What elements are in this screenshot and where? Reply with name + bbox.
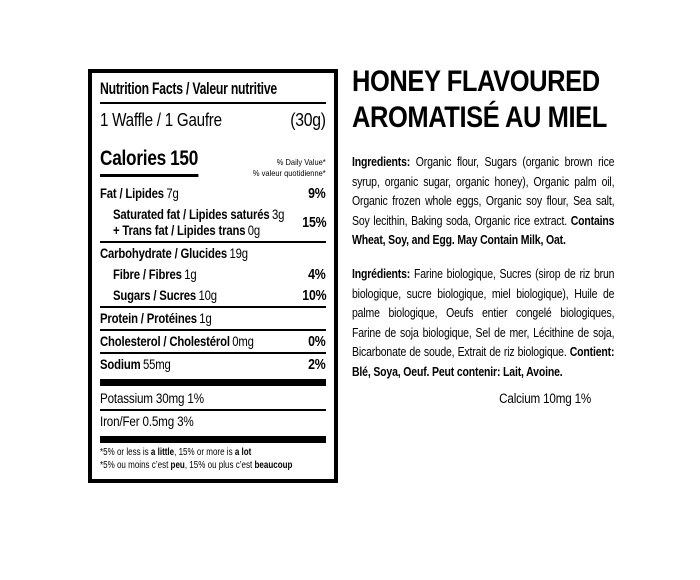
nutrient-rows [100,183,326,375]
ingredients-en-label: Ingredients: [352,154,411,169]
nutrient-name: + Trans fat / Lipides trans [113,222,246,238]
nutrient-name: Protein / Protéines [100,310,197,326]
nutrient-name: Fibre / Fibres [113,266,182,282]
nutrient-percent: 15% [301,214,326,231]
nutrient-name: Sugars / Sucres [113,287,197,303]
thick-divider [100,436,326,443]
product-title [352,64,614,136]
serving-size: (30g) [290,109,326,130]
nutrient-name: Saturated fat / Lipides saturés [113,206,270,222]
nutrient-name: Cholesterol / Cholestérol [100,333,230,349]
nutrient-percent: 10% [301,287,326,304]
mineral-potassium: Potassium 30mg 1% [100,390,204,407]
daily-value-note-fr: % valeur quotidienne* [253,167,326,178]
nutrient-row-fibre [100,264,326,285]
nutrient-row-sugars [100,285,326,306]
nutrient-name: Sodium [100,356,141,372]
nutrient-name: Fat / Lipides [100,185,164,201]
ingredients-en-body: Organic flour, Sugars (organic brown rice syrup, organic sugar, organic honey), Organic palm oil, Organic frozen whole eggs, Organic soy flour, Sea salt, Soy lecithin, Baking soda, Organic rice extract. [352,154,615,228]
calories-value: 150 [170,147,199,170]
calories-label: Calories [100,147,166,170]
nutrient-row-sodium [100,354,326,375]
mineral-row-potassium-calcium [100,388,592,409]
nutrient-percent: 4% [308,266,326,283]
daily-value-note-en: % Daily Value* [277,157,326,167]
serving-text: 1 Waffle / 1 Gaufre [100,109,222,130]
nutrient-percent: 2% [308,356,326,373]
serving-row [100,104,326,135]
footnotes [100,447,326,472]
product-title-fr: AROMATISÉ AU MIEL [352,101,607,134]
nutrient-amount: 7g [166,185,179,201]
nutrient-row-saturated-trans [100,204,326,241]
ingredients-en-allergens: Contains Wheat, Soy, and Egg. May Contain Milk, Oat. [352,212,615,248]
nutrient-amount: 1g [199,310,212,326]
product-title-en: HONEY FLAVOURED [352,65,600,98]
nutrient-row-carbohydrate [100,243,326,264]
nutrition-facts-heading-text: Nutrition Facts / Valeur nutritive [100,80,277,98]
ingredients-fr [352,264,614,382]
nutrient-name: Carbohydrate / Glucides [100,245,227,261]
nutrient-amount: 0mg [232,333,254,349]
ingredients-fr-label: Ingrédients: [352,265,411,281]
mineral-row-iron [100,411,326,432]
nutrient-amount: 19g [229,245,248,261]
ingredients-en [352,152,614,250]
nutrient-amount: 0g [247,222,261,238]
ingredients-fr-allergens: Contient: Blé, Soya, Oeuf. Peut contenir: Lait, Avoine. [352,344,615,379]
nutrient-row-fat [100,183,326,204]
nutrient-row-protein [100,308,326,329]
nutrient-amount: 3g [271,206,285,222]
nutrient-amount: 1g [184,266,197,282]
ingredients-fr-body: Farine biologique, Sucres (sirop de riz brun biologique, sucre biologique, miel biologique), Huile de palme biologique, Oeufs entier congelé biologiques, Farine de soja biologique, Sel de mer, Lécithine de soja, Bicarbonate de soude, Extrait de riz biologique. [352,265,615,360]
calories-heading [100,147,198,177]
product-info-panel [352,64,614,382]
nutrient-amount: 55mg [142,356,171,372]
mineral-iron: Iron/Fer 0.5mg 3% [100,413,194,430]
daily-value-note [253,157,326,178]
nutrient-row-cholesterol [100,331,326,352]
thick-divider [100,379,326,386]
footnote-fr: *5% ou moins c’est peu, 15% ou plus c’est beaucoup [100,459,293,471]
calories-row [100,147,326,181]
nutrient-percent: 9% [308,185,326,202]
footnote-en: *5% or less is a little, 15% or more is a lot [100,447,252,458]
mineral-calcium: Calcium 10mg 1% [499,390,592,407]
nutrition-facts-heading [100,80,326,104]
nutrient-amount: 10g [198,287,217,303]
nutrient-percent: 0% [308,333,326,350]
